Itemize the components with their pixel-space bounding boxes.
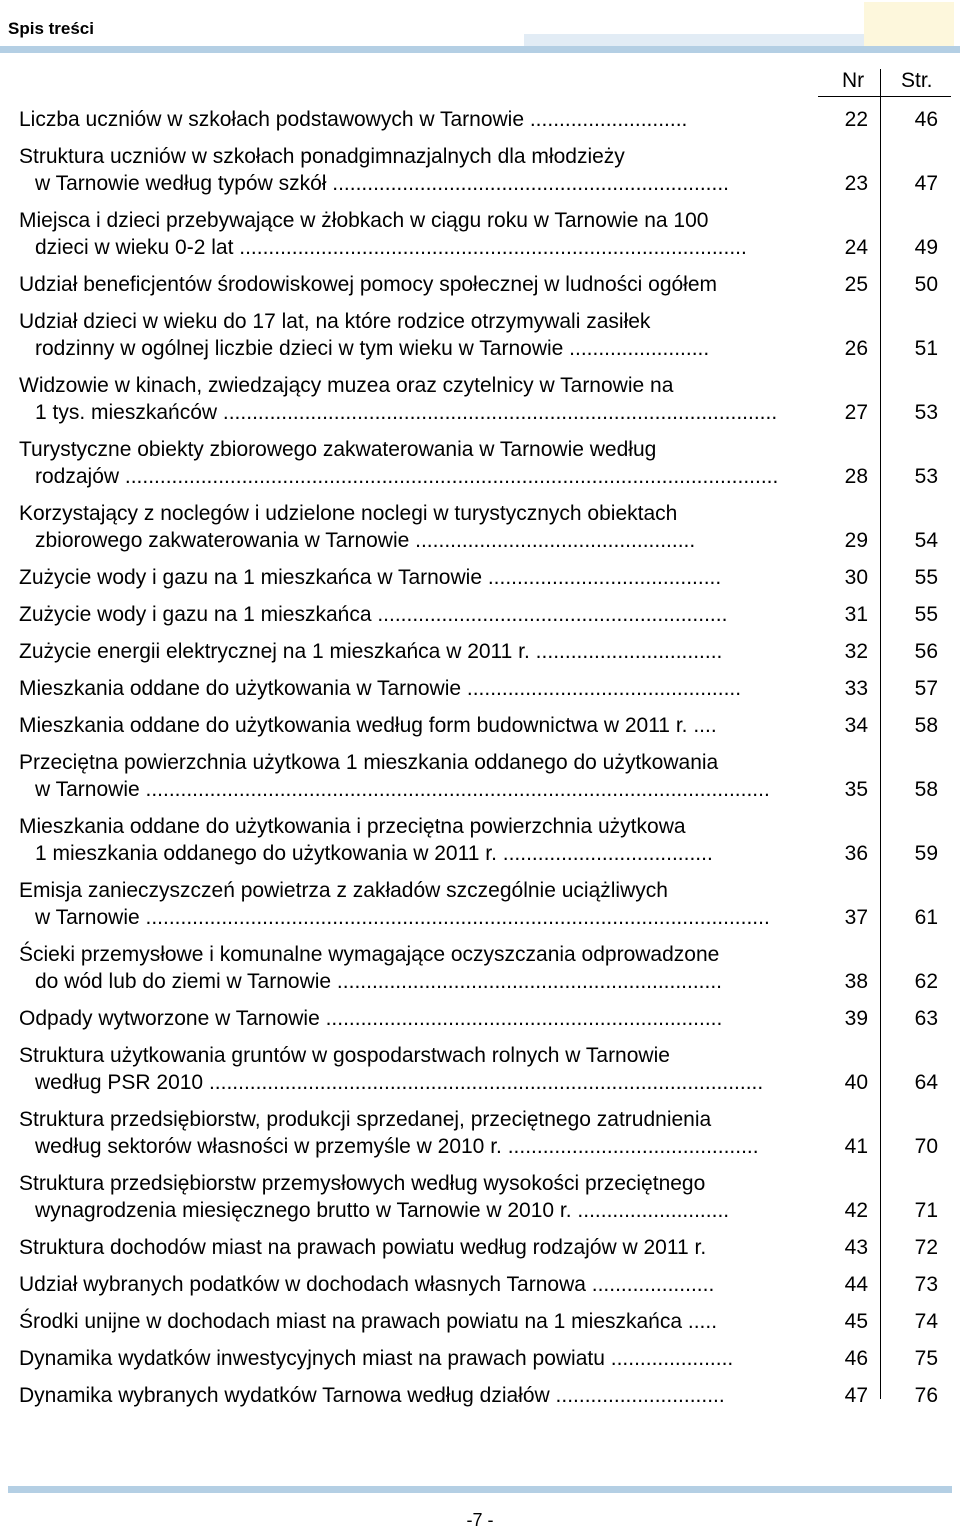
toc-entry-title [19,207,807,261]
toc-entry-nr: 43 [844,1236,868,1259]
toc-entry-title-line: Zużycie energii elektrycznej na 1 mieszkańca w 2011 r. ................................ [19,640,723,663]
toc-entry-page: 59 [914,842,938,865]
toc-entry-title [19,143,807,197]
toc-entry-nr: 45 [844,1310,868,1333]
toc-entry-title-line: rodzinny w ogólnej liczbie dzieci w tym wieku w Tarnowie ........................ [35,337,710,360]
toc-entry-nr: 42 [844,1199,868,1222]
toc-entry-page: 58 [914,714,938,737]
toc-entry-title [19,500,807,554]
toc-entry-title-line: Zużycie wody i gazu na 1 mieszkańca ............................................................ [19,603,728,626]
toc-entry-title [19,1271,807,1298]
toc-entry-page: 64 [914,1071,938,1094]
toc-entry-nr: 29 [844,529,868,552]
toc-entry-title [19,813,807,867]
toc-entry-title-line: Struktura dochodów miast na prawach powiatu według rodzajów w 2011 r. [19,1236,707,1259]
toc-entry-page: 63 [914,1007,938,1030]
toc-entry-title-line: Struktura przedsiębiorstw, produkcji sprzedanej, przeciętnego zatrudnienia [19,1108,712,1131]
toc-entry-nr: 34 [844,714,868,737]
toc-entry-nr: 41 [844,1135,868,1158]
toc-entry-title-line: Ścieki przemysłowe i komunalne wymagające oczyszczania odprowadzone [19,943,720,966]
toc-entry-title [19,749,807,803]
toc-entry-page: 74 [914,1310,938,1333]
footer-rule [8,1486,952,1493]
toc-entry-nr: 22 [844,108,868,131]
toc-entry-nr: 33 [844,677,868,700]
toc-entry-page: 75 [914,1347,938,1370]
toc-entry-title [19,601,807,628]
toc-entry-title [19,1005,807,1032]
toc-entry-title [19,1234,807,1261]
toc-entry-title-line: Udział dzieci w wieku do 17 lat, na które rodzice otrzymywali zasiłek [19,310,651,333]
toc-entry-page: 47 [914,172,938,195]
toc-entry-title-line: w Tarnowie według typów szkół .................................................................... [35,172,729,195]
toc-entry-title-line: Przeciętna powierzchnia użytkowa 1 mieszkania oddanego do użytkowania [19,751,719,774]
toc-entry-page: 46 [914,108,938,131]
toc-entry-title [19,941,807,995]
toc-entry-page: 72 [914,1236,938,1259]
toc-entry-title-line: Dynamika wybranych wydatków Tarnowa według działów ............................. [19,1384,725,1407]
toc-entry-title [19,271,807,298]
toc-entry-nr: 44 [844,1273,868,1296]
toc-entry-title [19,308,807,362]
toc-entry-nr: 27 [844,401,868,424]
column-header-str: Str. [901,69,933,92]
toc-entry-nr: 30 [844,566,868,589]
toc-entry-title-line: Widzowie w kinach, zwiedzający muzea oraz czytelnicy w Tarnowie na [19,374,674,397]
toc-entry-title-line: Struktura uczniów w szkołach ponadgimnazjalnych dla młodzieży [19,145,625,168]
toc-entry-page: 56 [914,640,938,663]
toc-entry-title-line: 1 tys. mieszkańców ............................................................................................... [35,401,778,424]
toc-entry-nr: 32 [844,640,868,663]
toc-entry-nr: 36 [844,842,868,865]
toc-entry-title-line: dzieci w wieku 0-2 lat ....................................................................................... [35,236,747,259]
toc-entry-nr: 38 [844,970,868,993]
toc-entry-page: 61 [914,906,938,929]
toc-entry-nr: 39 [844,1007,868,1030]
toc-entry-page: 49 [914,236,938,259]
header-title: Spis treści [8,19,94,38]
toc-entry-title [19,564,807,591]
toc-entry-nr: 35 [844,778,868,801]
toc-entry-title [19,1042,807,1096]
toc-entry-title [19,877,807,931]
toc-entry-nr: 46 [844,1347,868,1370]
toc-entry-page: 54 [914,529,938,552]
toc-entry-title-line: 1 mieszkania oddanego do użytkowania w 2011 r. .................................... [35,842,713,865]
toc-entry-title-line: Zużycie wody i gazu na 1 mieszkańca w Tarnowie ........................................ [19,566,722,589]
toc-entry-title [19,712,807,739]
toc-entry-page: 57 [914,677,938,700]
toc-entry-nr: 40 [844,1071,868,1094]
toc-entry-title-line: zbiorowego zakwaterowania w Tarnowie ................................................ [35,529,696,552]
toc-entry-nr: 28 [844,465,868,488]
toc-entry-title-line: do wód lub do ziemi w Tarnowie .................................................................. [35,970,723,993]
toc-entry-page: 51 [914,337,938,360]
toc-entry-page: 53 [914,401,938,424]
toc-entry-title-line: Środki unijne w dochodach miast na prawach powiatu na 1 mieszkańca ..... [19,1310,718,1333]
toc-entry-nr: 26 [844,337,868,360]
toc-entry-page: 71 [914,1199,938,1222]
toc-entry-title-line: Mieszkania oddane do użytkowania w Tarnowie ............................................... [19,677,742,700]
toc-entry-page: 70 [914,1135,938,1158]
toc-entry-title-line: według PSR 2010 ............................................................................................... [35,1071,764,1094]
page-number: -7 - [466,1510,494,1530]
toc-entry-nr: 37 [844,906,868,929]
toc-entry-title-line: w Tarnowie ........................................................................................................... [35,906,770,929]
toc-entry-title-line: w Tarnowie ........................................................................................................... [35,778,770,801]
toc-entry-title-line: wynagrodzenia miesięcznego brutto w Tarnowie w 2010 r. .......................... [35,1199,730,1222]
toc-entry-title-line: Odpady wytworzone w Tarnowie .................................................................... [19,1007,723,1030]
toc-entry-title [19,1106,807,1160]
toc-entry-nr: 25 [844,273,868,296]
toc-entry-title-line: Liczba uczniów w szkołach podstawowych w Tarnowie ........................... [19,108,688,131]
toc-entry-page: 58 [914,778,938,801]
toc-entry-nr: 24 [844,236,868,259]
toc-entry-title-line: Dynamika wydatków inwestycyjnych miast na prawach powiatu ..................... [19,1347,734,1370]
toc-entry-title [19,1345,807,1372]
toc-entry-title-line: według sektorów własności w przemyśle w 2010 r. ........................................... [35,1135,759,1158]
toc-entry-nr: 23 [844,172,868,195]
toc-entry-title [19,1170,807,1224]
toc-entry-page: 53 [914,465,938,488]
toc-entry-title-line: Udział wybranych podatków w dochodach własnych Tarnowa ..................... [19,1273,715,1296]
toc-entry-title [19,436,807,490]
toc-entry-title-line: Korzystający z noclegów i udzielone noclegi w turystycznych obiektach [19,502,678,525]
toc-entry-title-line: Udział beneficjentów środowiskowej pomocy społecznej w ludności ogółem [19,273,718,296]
toc-entry-title [19,1308,807,1335]
toc-entry-page: 76 [914,1384,938,1407]
toc-entry-title-line: Emisja zanieczyszczeń powietrza z zakładów szczególnie uciążliwych [19,879,668,902]
toc-entry-page: 55 [914,566,938,589]
toc-entry-nr: 31 [844,603,868,626]
toc-entry-title [19,1382,807,1409]
toc-entry-nr: 47 [844,1384,868,1407]
toc-entry-page: 62 [914,970,938,993]
toc-entry-title [19,638,807,665]
toc-entry-title-line: Mieszkania oddane do użytkowania według form budownictwa w 2011 r. .... [19,714,717,737]
toc-entry-page: 50 [914,273,938,296]
toc-entry-title-line: Turystyczne obiekty zbiorowego zakwaterowania w Tarnowie według [19,438,657,461]
column-header-nr: Nr [842,69,865,92]
toc-entry-page: 55 [914,603,938,626]
toc-entry-title-line: Struktura użytkowania gruntów w gospodarstwach rolnych w Tarnowie [19,1044,670,1067]
toc-entry-title [19,372,807,426]
toc-entry-title [19,675,807,702]
toc-entry-title-line: Miejsca i dzieci przebywające w żłobkach w ciągu roku w Tarnowie na 100 [19,209,709,232]
toc-entry-title-line: rodzajów ................................................................................................................ [35,465,779,488]
toc-entry-page: 73 [914,1273,938,1296]
toc-entry-title-line: Struktura przedsiębiorstw przemysłowych według wysokości przeciętnego [19,1172,706,1195]
toc-entry-title-line: Mieszkania oddane do użytkowania i przeciętna powierzchnia użytkowa [19,815,686,838]
toc-entry-title [19,106,807,133]
